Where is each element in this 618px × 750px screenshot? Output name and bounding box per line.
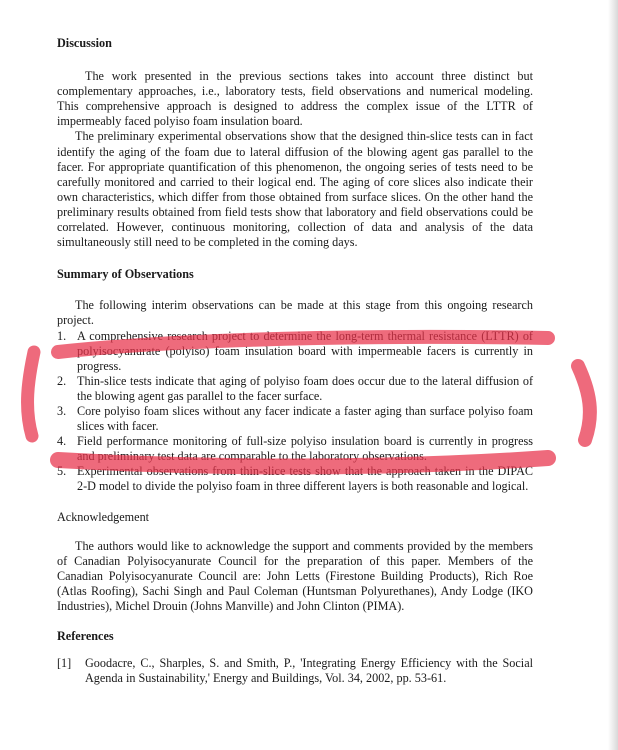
observation-text: Thin-slice tests indicate that aging of polyiso foam does occur due to the lateral diffusion of the blowing agent gas parallel to the facer surface. — [77, 373, 533, 403]
observation-item-3 — [57, 404, 533, 434]
observation-item-5 — [57, 464, 533, 494]
observation-number: 4. — [57, 434, 67, 449]
observation-number: 1. — [57, 328, 67, 343]
observation-text: A comprehensive research project to determine the long-term thermal resistance (LTTR) of polyisocyanurate (polyiso) foam insulation board with impermeable facers is currently in progress. — [77, 328, 533, 373]
discussion-paragraph-2: The preliminary experimental observations show that the designed thin-slice tests can in fact identify the aging of the foam due to lateral diffusion of the blowing agent gas parallel to the facer. For appropriate quantification of this phenomenon, the ongoing series of tests need to be carefully monitored and carried to their logical end. The aging of core slices also indicate their own characteristics, which differ from those obtained from surface slices. On the other hand the preliminary results obtained from field tests show that laboratory and field observations could be correlated. However, continuous monitoring, collection of data and analysis of the data simultaneously still need to be completed in the coming days. — [57, 129, 533, 250]
observation-text: Core polyiso foam slices without any facer indicate a faster aging than surface polyiso foam slices with facer. — [77, 403, 533, 434]
observation-number: 3. — [57, 403, 67, 418]
references-heading: References — [57, 629, 114, 644]
observation-item-2 — [57, 374, 533, 404]
summary-heading: Summary of Observations — [57, 267, 194, 282]
observation-text: Experimental observations from thin-slice tests show that the approach taken in the DIPAC 2-D model to divide the polyiso foam in three different layers is both reasonable and logical. — [77, 464, 533, 494]
observation-item-1 — [57, 329, 533, 374]
reference-number: [1] — [57, 656, 72, 671]
reference-item-1 — [57, 656, 533, 686]
document-body — [57, 36, 533, 686]
highlighter-right-stroke — [578, 366, 590, 440]
discussion-paragraph-1: The work presented in the previous sections takes into account three distinct but complementary approaches, i.e., laboratory tests, field observations and numerical modeling. This comprehensive approach is designed to address the complex issue of the LTTR of impermeably faced polyiso foam insulation board. — [57, 69, 533, 129]
observation-text: Field performance monitoring of full-size polyiso insulation board is currently in progress and preliminary test data are comparable to the laboratory observations. — [77, 434, 533, 464]
highlighter-left-stroke — [28, 352, 34, 436]
page-edge-shadow — [608, 0, 618, 750]
observations-list — [57, 329, 533, 495]
observation-number: 2. — [57, 373, 67, 388]
acknowledgement-paragraph: The authors would like to acknowledge the support and comments provided by the members of Canadian Polyisocyanurate Council for the preparation of this paper. Members of the Canadian Polyisocyanurate Council are: John Letts (Firestone Building Products), Rich Roe (Atlas Roofing), Sachi Singh and Paul Coleman (Huntsman Polyurethanes), Andy Lodge (IKO Industries), Michel Drouin (Johns Manville) and John Clinton (PIMA). — [57, 538, 533, 613]
discussion-heading: Discussion — [57, 36, 112, 50]
observation-item-4 — [57, 434, 533, 464]
acknowledgement-heading: Acknowledgement — [57, 509, 150, 524]
reference-text: Goodacre, C., Sharples, S. and Smith, P., 'Integrating Energy Efficiency with the Social Agenda in Sustainability,' Energy and Buildings, Vol. 34, 2002, pp. 53-61. — [85, 656, 533, 686]
observation-number: 5. — [57, 464, 67, 479]
summary-intro: The following interim observations can be made at this stage from this ongoing research project. — [57, 298, 533, 328]
